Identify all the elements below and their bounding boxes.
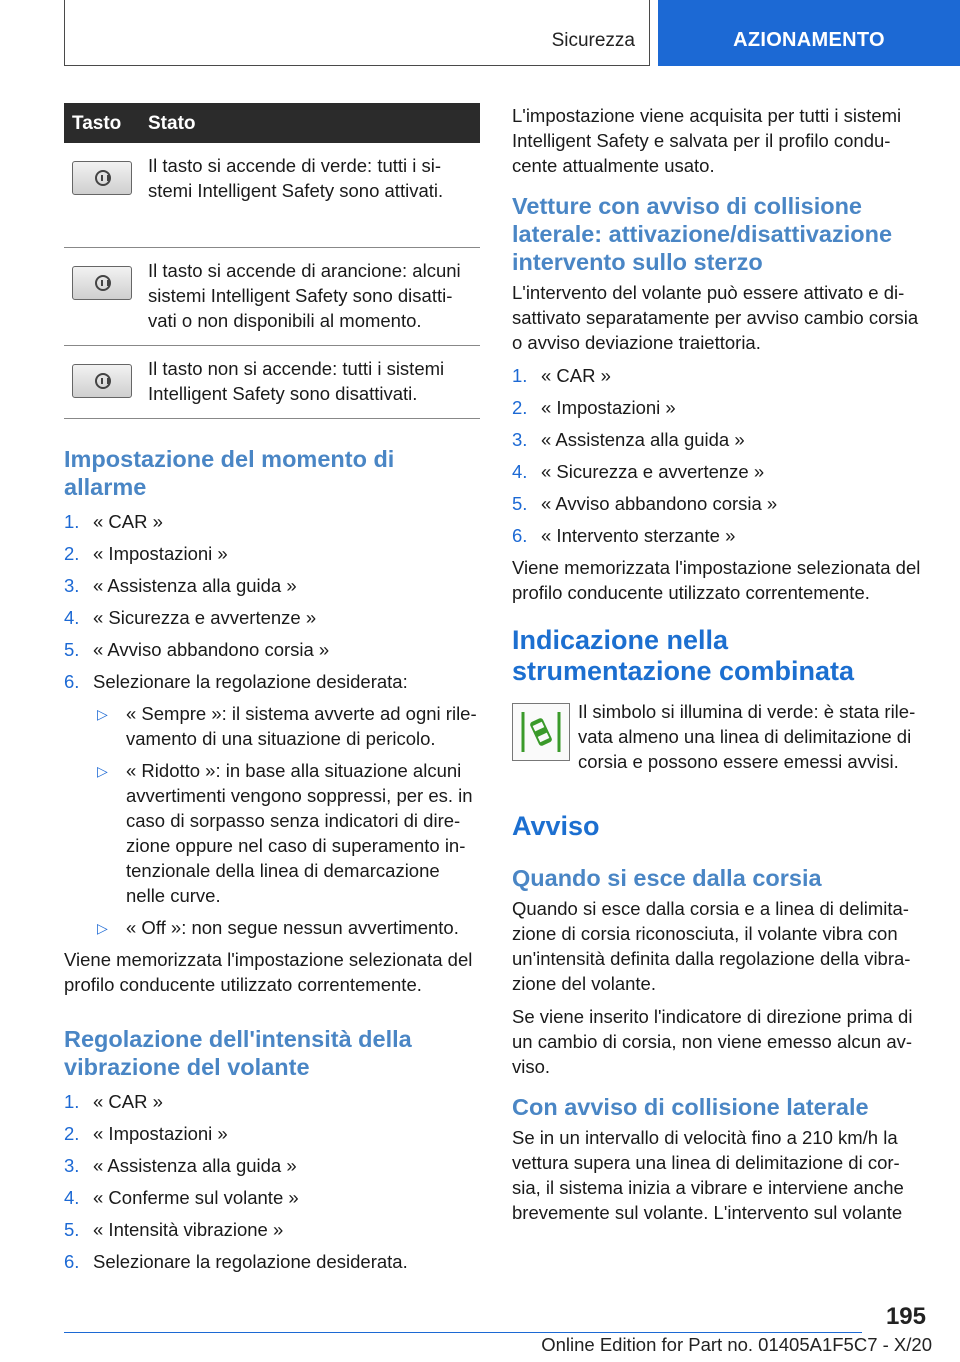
section-title-side-collision: Vetture con avviso di collisione laterale: attivazione/disattivazione intervento sullo sterzo bbox=[512, 193, 893, 275]
intelligent-safety-button-icon bbox=[72, 364, 132, 398]
list-item: 1. « CAR » bbox=[512, 365, 611, 386]
section-title-alarm-timing: Impostazione del momento di allarme bbox=[64, 445, 395, 500]
section-label: Sicurezza bbox=[551, 30, 635, 51]
list-item: 5. « Avviso abbandono corsia » bbox=[64, 638, 330, 660]
list-item: 4. « Conferme sul volante » bbox=[64, 1186, 299, 1208]
alarm-steps-list bbox=[64, 509, 482, 694]
side-collision-text: L'intervento del volante può essere attivato e di-sattivato separatamente per avviso cambio corsia o avviso deviazione traiettoria. bbox=[512, 282, 919, 353]
alarm-options-list bbox=[93, 701, 482, 940]
footer-edition bbox=[0, 1334, 932, 1356]
page-number: 195 bbox=[885, 1303, 926, 1330]
list-item: 6. Selezionare la regolazione desiderata: bbox=[64, 670, 408, 692]
section-title-side-collision-warning: Con avviso di collisione laterale bbox=[512, 1094, 869, 1120]
table-header-row bbox=[64, 103, 480, 143]
list-item: 3. « Assistenza alla guida » bbox=[64, 574, 297, 596]
table-cell-state: Il tasto si accende di verde: tutti i si-stemi Intelligent Safety sono attivati. bbox=[140, 143, 480, 247]
list-item: 4. « Sicurezza e avvertenze » bbox=[64, 606, 317, 628]
edition-text: Online Edition for Part no. 01405A1F5C7 - X/20 bbox=[541, 1334, 932, 1355]
list-item: 3. « Assistenza alla guida » bbox=[64, 1154, 297, 1176]
header-section-tab bbox=[64, 0, 650, 66]
list-item: 6. « Intervento sterzante » bbox=[512, 525, 736, 546]
alarm-note: Viene memorizzata l'impostazione selezionata del profilo conducente utilizzato correntemente. bbox=[64, 948, 473, 995]
list-item: 5. « Avviso abbandono corsia » bbox=[512, 493, 778, 514]
triangle-bullet-icon: ▷ bbox=[97, 762, 108, 779]
list-item: 4. « Sicurezza e avvertenze » bbox=[512, 461, 765, 482]
list-item: 3. « Assistenza alla guida » bbox=[512, 429, 745, 450]
leaving-lane-text-2: Se viene inserito l'indicatore di direzione prima di un cambio di corsia, non viene emesso alcun av-viso. bbox=[512, 1006, 913, 1077]
list-item: 2. « Impostazioni » bbox=[512, 397, 676, 418]
chapter-label: AZIONAMENTO bbox=[733, 29, 885, 51]
side-collision-warning-text: Se in un intervallo di velocità fino a 210 km/h la vettura supera una linea di delimitazione di cor-sia, il sistema inizia a vibrare e interviene anche brevemente sul volante. L'intervento sul volante bbox=[512, 1127, 904, 1223]
table-cell-state: Il tasto non si accende: tutti i sistemi Intelligent Safety sono disattivati. bbox=[140, 345, 480, 418]
section-title-warning: Avviso bbox=[512, 811, 600, 841]
table-row bbox=[64, 345, 480, 418]
leaving-lane-text-1: Quando si esce dalla corsia e a linea di delimita-zione di corsia riconosciuta, il volante vibra con un'intensità definita dalla regolazione della vibra-zione del volante. bbox=[512, 898, 911, 994]
intelligent-safety-button-icon bbox=[72, 161, 132, 195]
list-item: 5. « Intensità vibrazione » bbox=[64, 1218, 284, 1240]
left-column bbox=[64, 103, 482, 1281]
list-item: 1. « CAR » bbox=[64, 510, 163, 532]
list-item: 2. « Impostazioni » bbox=[64, 542, 228, 564]
section-title-instrument-cluster: Indicazione nella strumentazione combinata bbox=[512, 625, 855, 686]
table-row bbox=[64, 143, 480, 247]
column-header-state: Stato bbox=[140, 103, 480, 143]
list-item: ▷ « Sempre »: il sistema avverte ad ogni rile-vamento di una situazione di pericolo. bbox=[97, 702, 477, 749]
intelligent-safety-button-icon bbox=[72, 266, 132, 300]
vibration-steps-list bbox=[64, 1089, 482, 1274]
triangle-bullet-icon: ▷ bbox=[97, 919, 108, 936]
instrument-indicator-text: Il simbolo si illumina di verde: è stata rile-vata almeno una linea di delimitazione di corsia e possono essere emessi avvisi. bbox=[578, 701, 916, 772]
lane-departure-icon bbox=[512, 703, 570, 761]
triangle-bullet-icon: ▷ bbox=[97, 705, 108, 722]
list-item: 1. « CAR » bbox=[64, 1090, 163, 1112]
key-state-table bbox=[64, 103, 480, 419]
instrument-indicator-block bbox=[512, 699, 928, 781]
list-item: ▷ « Ridotto »: in base alla situazione alcuni avvertimenti vengono soppressi, per es. in caso di sorpasso senza indicatori di dire-zione oppure nel caso di superamento in-tenzionale della linea di demarcazione nelle curve. bbox=[97, 759, 473, 906]
steering-note: Viene memorizzata l'impostazione selezionata del profilo conducente utilizzato correntemente. bbox=[512, 557, 921, 603]
list-item: ▷ « Off »: non segue nessun avvertimento. bbox=[93, 915, 482, 940]
column-header-key: Tasto bbox=[64, 103, 140, 143]
table-row bbox=[64, 247, 480, 345]
section-title-leaving-lane: Quando si esce dalla corsia bbox=[512, 865, 822, 891]
intro-text: L'impostazione viene acquisita per tutti i sistemi Intelligent Safety e salvata per il profilo condu-cente attualmente usato. bbox=[512, 105, 902, 176]
right-column bbox=[512, 103, 928, 1225]
section-title-vibration: Regolazione dell'intensità della vibrazione del volante bbox=[64, 1025, 412, 1080]
list-item: 2. « Impostazioni » bbox=[64, 1122, 228, 1144]
header-chapter-tab bbox=[658, 0, 960, 66]
table-cell-state: Il tasto si accende di arancione: alcuni sistemi Intelligent Safety sono disatti-vati o non disponibili al momento. bbox=[140, 247, 480, 345]
footer-divider bbox=[64, 1332, 862, 1333]
list-item: 6. Selezionare la regolazione desiderata. bbox=[64, 1250, 408, 1272]
steering-steps-list bbox=[512, 363, 928, 548]
